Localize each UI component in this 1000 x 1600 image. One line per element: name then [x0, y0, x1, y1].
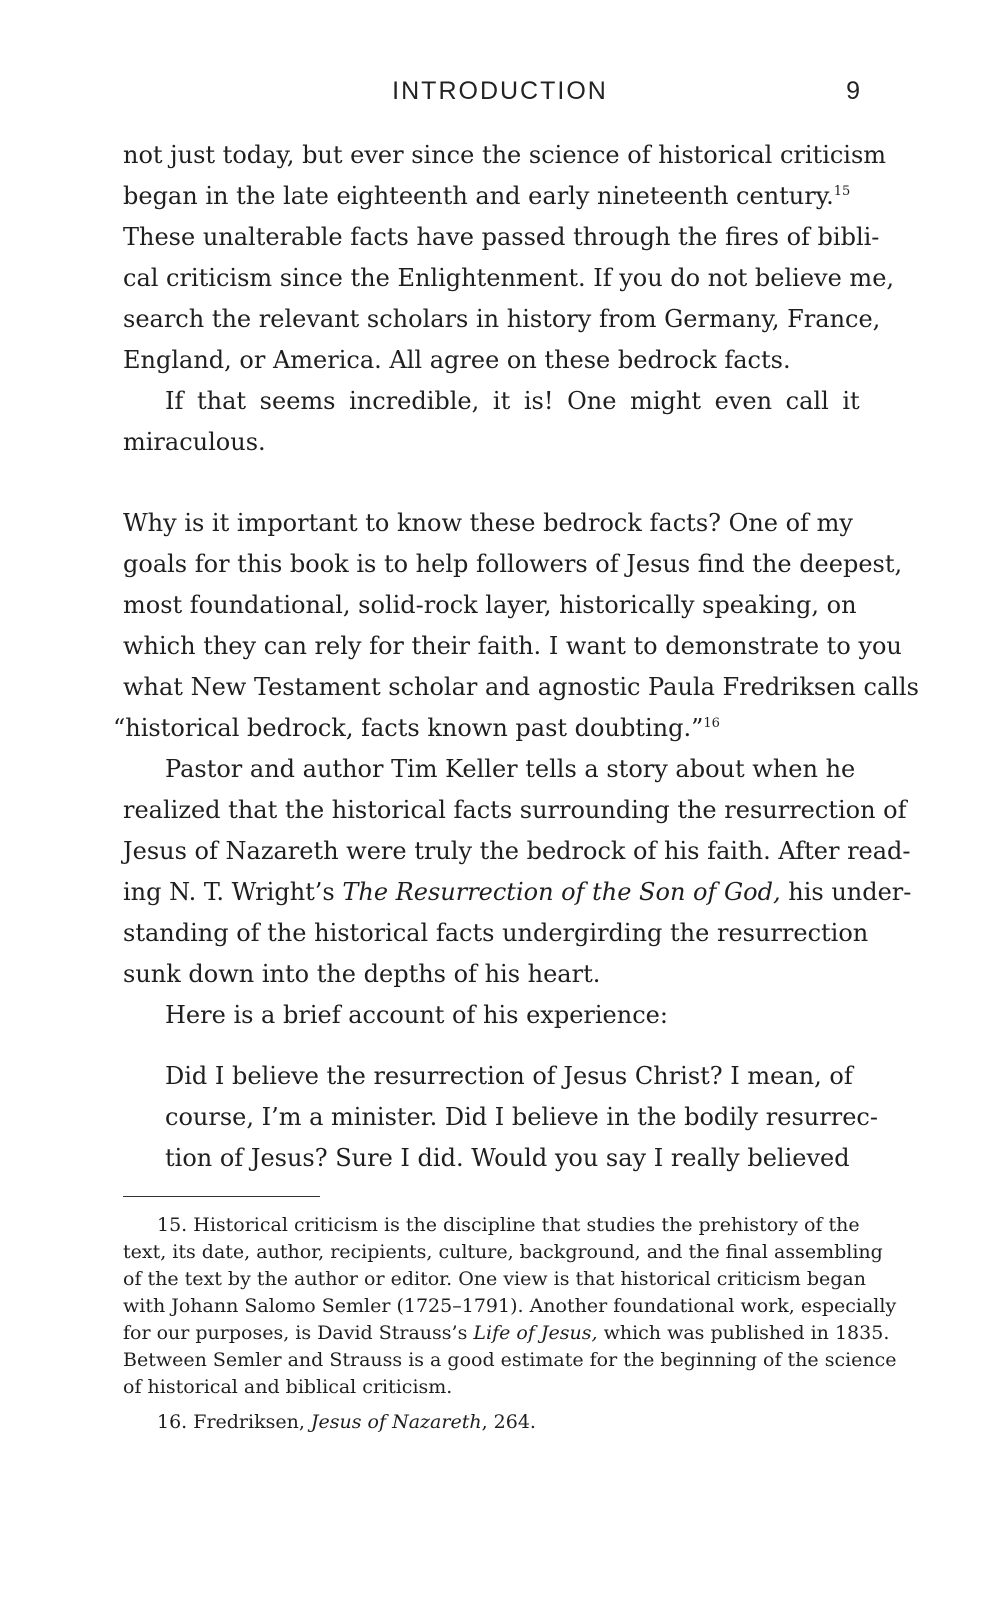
text-segment: began in the late eighteenth and early nineteenth century.: [123, 182, 834, 210]
text-line: [113, 713, 720, 743]
text-line: [123, 181, 850, 211]
footnote-line: text, its date, author, recipients, culture, background, and the final assembling: [123, 1241, 883, 1263]
footnote-line: Between Semler and Strauss is a good estimate for the beginning of the science: [123, 1349, 897, 1371]
book-title: Jesus of Nazareth: [310, 1411, 482, 1433]
text-line: Here is a brief account of his experience:: [165, 1001, 668, 1029]
chapter-title: INTRODUCTION: [392, 77, 608, 105]
text-line: cal criticism since the Enlightenment. If you do not believe me,: [123, 264, 895, 292]
text-line: Pastor and author Tim Keller tells a story about when he: [165, 755, 856, 783]
text-segment: his under-: [780, 878, 912, 906]
footnote-ref-16[interactable]: 16: [703, 716, 720, 731]
text-line: [123, 877, 911, 907]
text-line: England, or America. All agree on these bedrock facts.: [123, 346, 791, 374]
text-line: goals for this book is to help followers of Jesus find the deepest,: [123, 550, 903, 578]
text-line: most foundational, solid-rock layer, historically speaking, on: [123, 591, 857, 619]
footnote-line: of historical and biblical criticism.: [123, 1376, 453, 1398]
footnote-divider: [123, 1196, 320, 1197]
text-line: Did I believe the resurrection of Jesus Christ? I mean, of: [165, 1062, 853, 1090]
text-line: tion of Jesus? Sure I did. Would you say I really believed: [165, 1144, 850, 1172]
text-line: miraculous.: [123, 428, 266, 456]
page-number: 9: [846, 77, 860, 105]
text-line: search the relevant scholars in history from Germany, France,: [123, 305, 881, 333]
footnote-ref-15[interactable]: 15: [833, 184, 851, 199]
text-line: These unalterable facts have passed through the fires of bibli-: [123, 223, 880, 251]
text-segment: ing N. T. Wright’s: [123, 878, 343, 906]
footnote-line: 15. Historical criticism is the discipline that studies the prehistory of the: [157, 1214, 860, 1236]
text-segment: “historical bedrock, facts known past doubting.”: [113, 714, 704, 742]
text-line: standing of the historical facts undergirding the resurrection: [123, 919, 869, 947]
text-segment: which was published in 1835.: [597, 1322, 890, 1344]
text-line: If that seems incredible, it is! One might even call it: [165, 387, 860, 415]
footnote-line: with Johann Salomo Semler (1725–1791). Another foundational work, especially: [123, 1295, 897, 1317]
text-line: what New Testament scholar and agnostic Paula Fredriksen calls: [123, 673, 919, 701]
text-line: realized that the historical facts surrounding the resurrection of: [123, 796, 907, 824]
book-title: The Resurrection of the Son of God,: [342, 878, 781, 906]
text-line: sunk down into the depths of his heart.: [123, 960, 601, 988]
text-segment: , 264.: [481, 1411, 536, 1433]
footnote-line: [157, 1410, 536, 1434]
text-line: Why is it important to know these bedrock facts? One of my: [123, 509, 853, 537]
footnote-line: of the text by the author or editor. One view is that historical criticism began: [123, 1268, 866, 1290]
running-head: [0, 74, 1000, 114]
text-line: Jesus of Nazareth were truly the bedrock of his faith. After read-: [123, 837, 911, 865]
text-segment: for our purposes, is David Strauss’s: [123, 1322, 474, 1344]
text-segment: 16. Fredriksen,: [157, 1411, 311, 1433]
text-line: not just today, but ever since the science of historical criticism: [123, 141, 887, 169]
text-line: which they can rely for their faith. I want to demonstrate to you: [123, 632, 902, 660]
book-title: Life of Jesus,: [473, 1322, 598, 1344]
footnote-line: [123, 1321, 889, 1345]
text-line: course, I’m a minister. Did I believe in the bodily resurrec-: [165, 1103, 878, 1131]
